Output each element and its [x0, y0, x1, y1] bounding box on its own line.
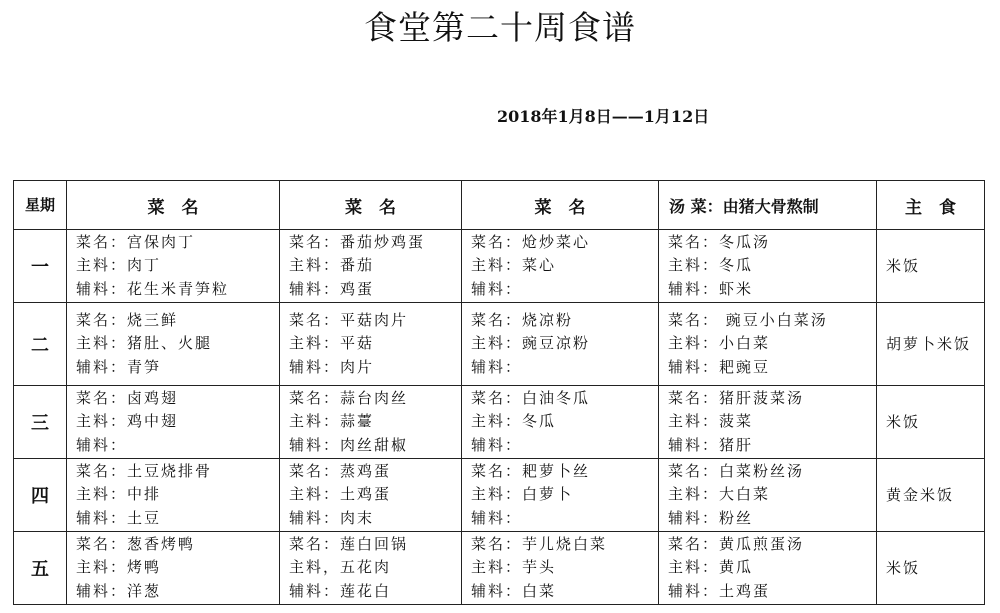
staple-cell: 胡萝卜米饭: [877, 303, 985, 386]
header-dish-2: 菜 名: [280, 181, 462, 230]
dish-cell: [462, 303, 659, 386]
menu-line: 菜名：烧三鲜: [76, 310, 179, 329]
soup-cell: [659, 459, 877, 532]
menu-line: 菜名：白菜粉丝汤: [668, 461, 805, 480]
header-day: 星期: [14, 181, 67, 230]
weekday-cell: 一: [14, 230, 67, 303]
menu-line: 辅料：肉末: [289, 508, 375, 527]
soup-cell: [659, 303, 877, 386]
menu-line: 辅料：洋葱: [76, 581, 162, 600]
table-row: [14, 386, 985, 459]
menu-line: 菜名：炝炒菜心: [471, 232, 591, 251]
date-range: 2018年1月8日——1月12日: [497, 107, 710, 126]
dish-cell: [462, 386, 659, 459]
menu-line: 辅料：肉丝甜椒: [289, 435, 409, 454]
menu-line: 主料：土鸡蛋: [289, 485, 392, 504]
dish-cell: [462, 532, 659, 605]
menu-line: 辅料：虾米: [668, 279, 754, 298]
menu-line: 主料：冬瓜: [668, 256, 754, 275]
menu-line: 菜名：白油冬瓜: [471, 388, 591, 407]
menu-line: 辅料：肉片: [289, 357, 375, 376]
menu-line: 主料：中排: [76, 485, 162, 504]
table-row: [14, 532, 985, 605]
header-row: [14, 181, 985, 230]
dish-cell: [280, 532, 462, 605]
header-dish-3: 菜 名: [462, 181, 659, 230]
menu-line: 辅料：土鸡蛋: [668, 581, 771, 600]
menu-line: 辅料：: [471, 508, 523, 527]
menu-line: 主料：小白菜: [668, 334, 771, 353]
dish-cell: [280, 386, 462, 459]
menu-line: 辅料：: [471, 435, 523, 454]
header-dish-1: 菜 名: [67, 181, 280, 230]
menu-line: 主料：冬瓜: [471, 412, 557, 431]
menu-line: 主料：肉丁: [76, 256, 162, 275]
menu-line: 辅料：花生米青笋粒: [76, 279, 230, 298]
menu-line: 辅料：猪肝: [668, 435, 754, 454]
staple-cell: 黄金米饭: [877, 459, 985, 532]
menu-line: 菜名：蒜台肉丝: [289, 388, 409, 407]
weekday-cell: 三: [14, 386, 67, 459]
menu-line: 辅料：土豆: [76, 508, 162, 527]
menu-line: 主料，五花肉: [289, 558, 392, 577]
menu-line: 菜名：蒸鸡蛋: [289, 461, 392, 480]
menu-line: 主料：黄瓜: [668, 558, 754, 577]
dish-cell: [67, 459, 280, 532]
header-soup: 汤 菜：由猪大骨熬制: [659, 181, 877, 230]
soup-cell: [659, 532, 877, 605]
soup-cell: [659, 230, 877, 303]
menu-line: 主料：平菇: [289, 334, 375, 353]
dish-cell: [280, 303, 462, 386]
dish-cell: [67, 532, 280, 605]
soup-cell: [659, 386, 877, 459]
menu-line: 菜名：莲白回锅: [289, 534, 409, 553]
staple-cell: 米饭: [877, 230, 985, 303]
menu-line: 菜名：平菇肉片: [289, 310, 409, 329]
menu-line: 菜名：宫保肉丁: [76, 232, 196, 251]
dish-cell: [67, 230, 280, 303]
menu-line: 辅料：: [471, 357, 523, 376]
weekday-cell: 二: [14, 303, 67, 386]
menu-line: 主料：猪肚、火腿: [76, 334, 213, 353]
menu-line: 主料：芋头: [471, 558, 557, 577]
menu-line: 主料：菜心: [471, 256, 557, 275]
menu-line: 主料：番茄: [289, 256, 375, 275]
table-row: [14, 459, 985, 532]
dish-cell: [462, 230, 659, 303]
dish-cell: [280, 230, 462, 303]
menu-line: 菜名：黄瓜煎蛋汤: [668, 534, 805, 553]
menu-line: 辅料：白菜: [471, 581, 557, 600]
weekday-cell: 四: [14, 459, 67, 532]
menu-line: 菜名：卤鸡翅: [76, 388, 179, 407]
menu-line: 辅料：: [471, 279, 523, 298]
menu-line: 主料：烤鸭: [76, 558, 162, 577]
menu-line: 菜名：耙萝卜丝: [471, 461, 591, 480]
menu-line: 菜名：芋儿烧白菜: [471, 534, 608, 553]
menu-line: 辅料：: [76, 435, 128, 454]
menu-line: 主料：菠菜: [668, 412, 754, 431]
menu-line: 辅料：粉丝: [668, 508, 754, 527]
menu-line: 主料：蒜薹: [289, 412, 375, 431]
menu-line: 主料：豌豆凉粉: [471, 334, 591, 353]
menu-line: 主料：鸡中翅: [76, 412, 179, 431]
menu-line: 辅料：莲花白: [289, 581, 392, 600]
dish-cell: [67, 303, 280, 386]
dish-cell: [280, 459, 462, 532]
menu-line: 主料：大白菜: [668, 485, 771, 504]
weekday-cell: 五: [14, 532, 67, 605]
staple-cell: 米饭: [877, 386, 985, 459]
table-row: [14, 303, 985, 386]
dish-cell: [67, 386, 280, 459]
menu-line: 菜名：土豆烧排骨: [76, 461, 213, 480]
menu-line: 菜名：冬瓜汤: [668, 232, 771, 251]
menu-line: 菜名：葱香烤鸭: [76, 534, 196, 553]
menu-line: 菜名：猪肝菠菜汤: [668, 388, 805, 407]
menu-line: 菜名： 豌豆小白菜汤: [668, 310, 828, 329]
menu-line: 主料：白萝卜: [471, 485, 574, 504]
header-staple: 主 食: [877, 181, 985, 230]
page-title: 食堂第二十周食谱: [364, 8, 636, 47]
table-row: [14, 230, 985, 303]
dish-cell: [462, 459, 659, 532]
menu-line: 菜名：番茄炒鸡蛋: [289, 232, 426, 251]
menu-line: 辅料：耙豌豆: [668, 357, 771, 376]
menu-line: 菜名：烧凉粉: [471, 310, 574, 329]
menu-table: [13, 180, 985, 605]
menu-line: 辅料：青笋: [76, 357, 162, 376]
staple-cell: 米饭: [877, 532, 985, 605]
menu-line: 辅料：鸡蛋: [289, 279, 375, 298]
